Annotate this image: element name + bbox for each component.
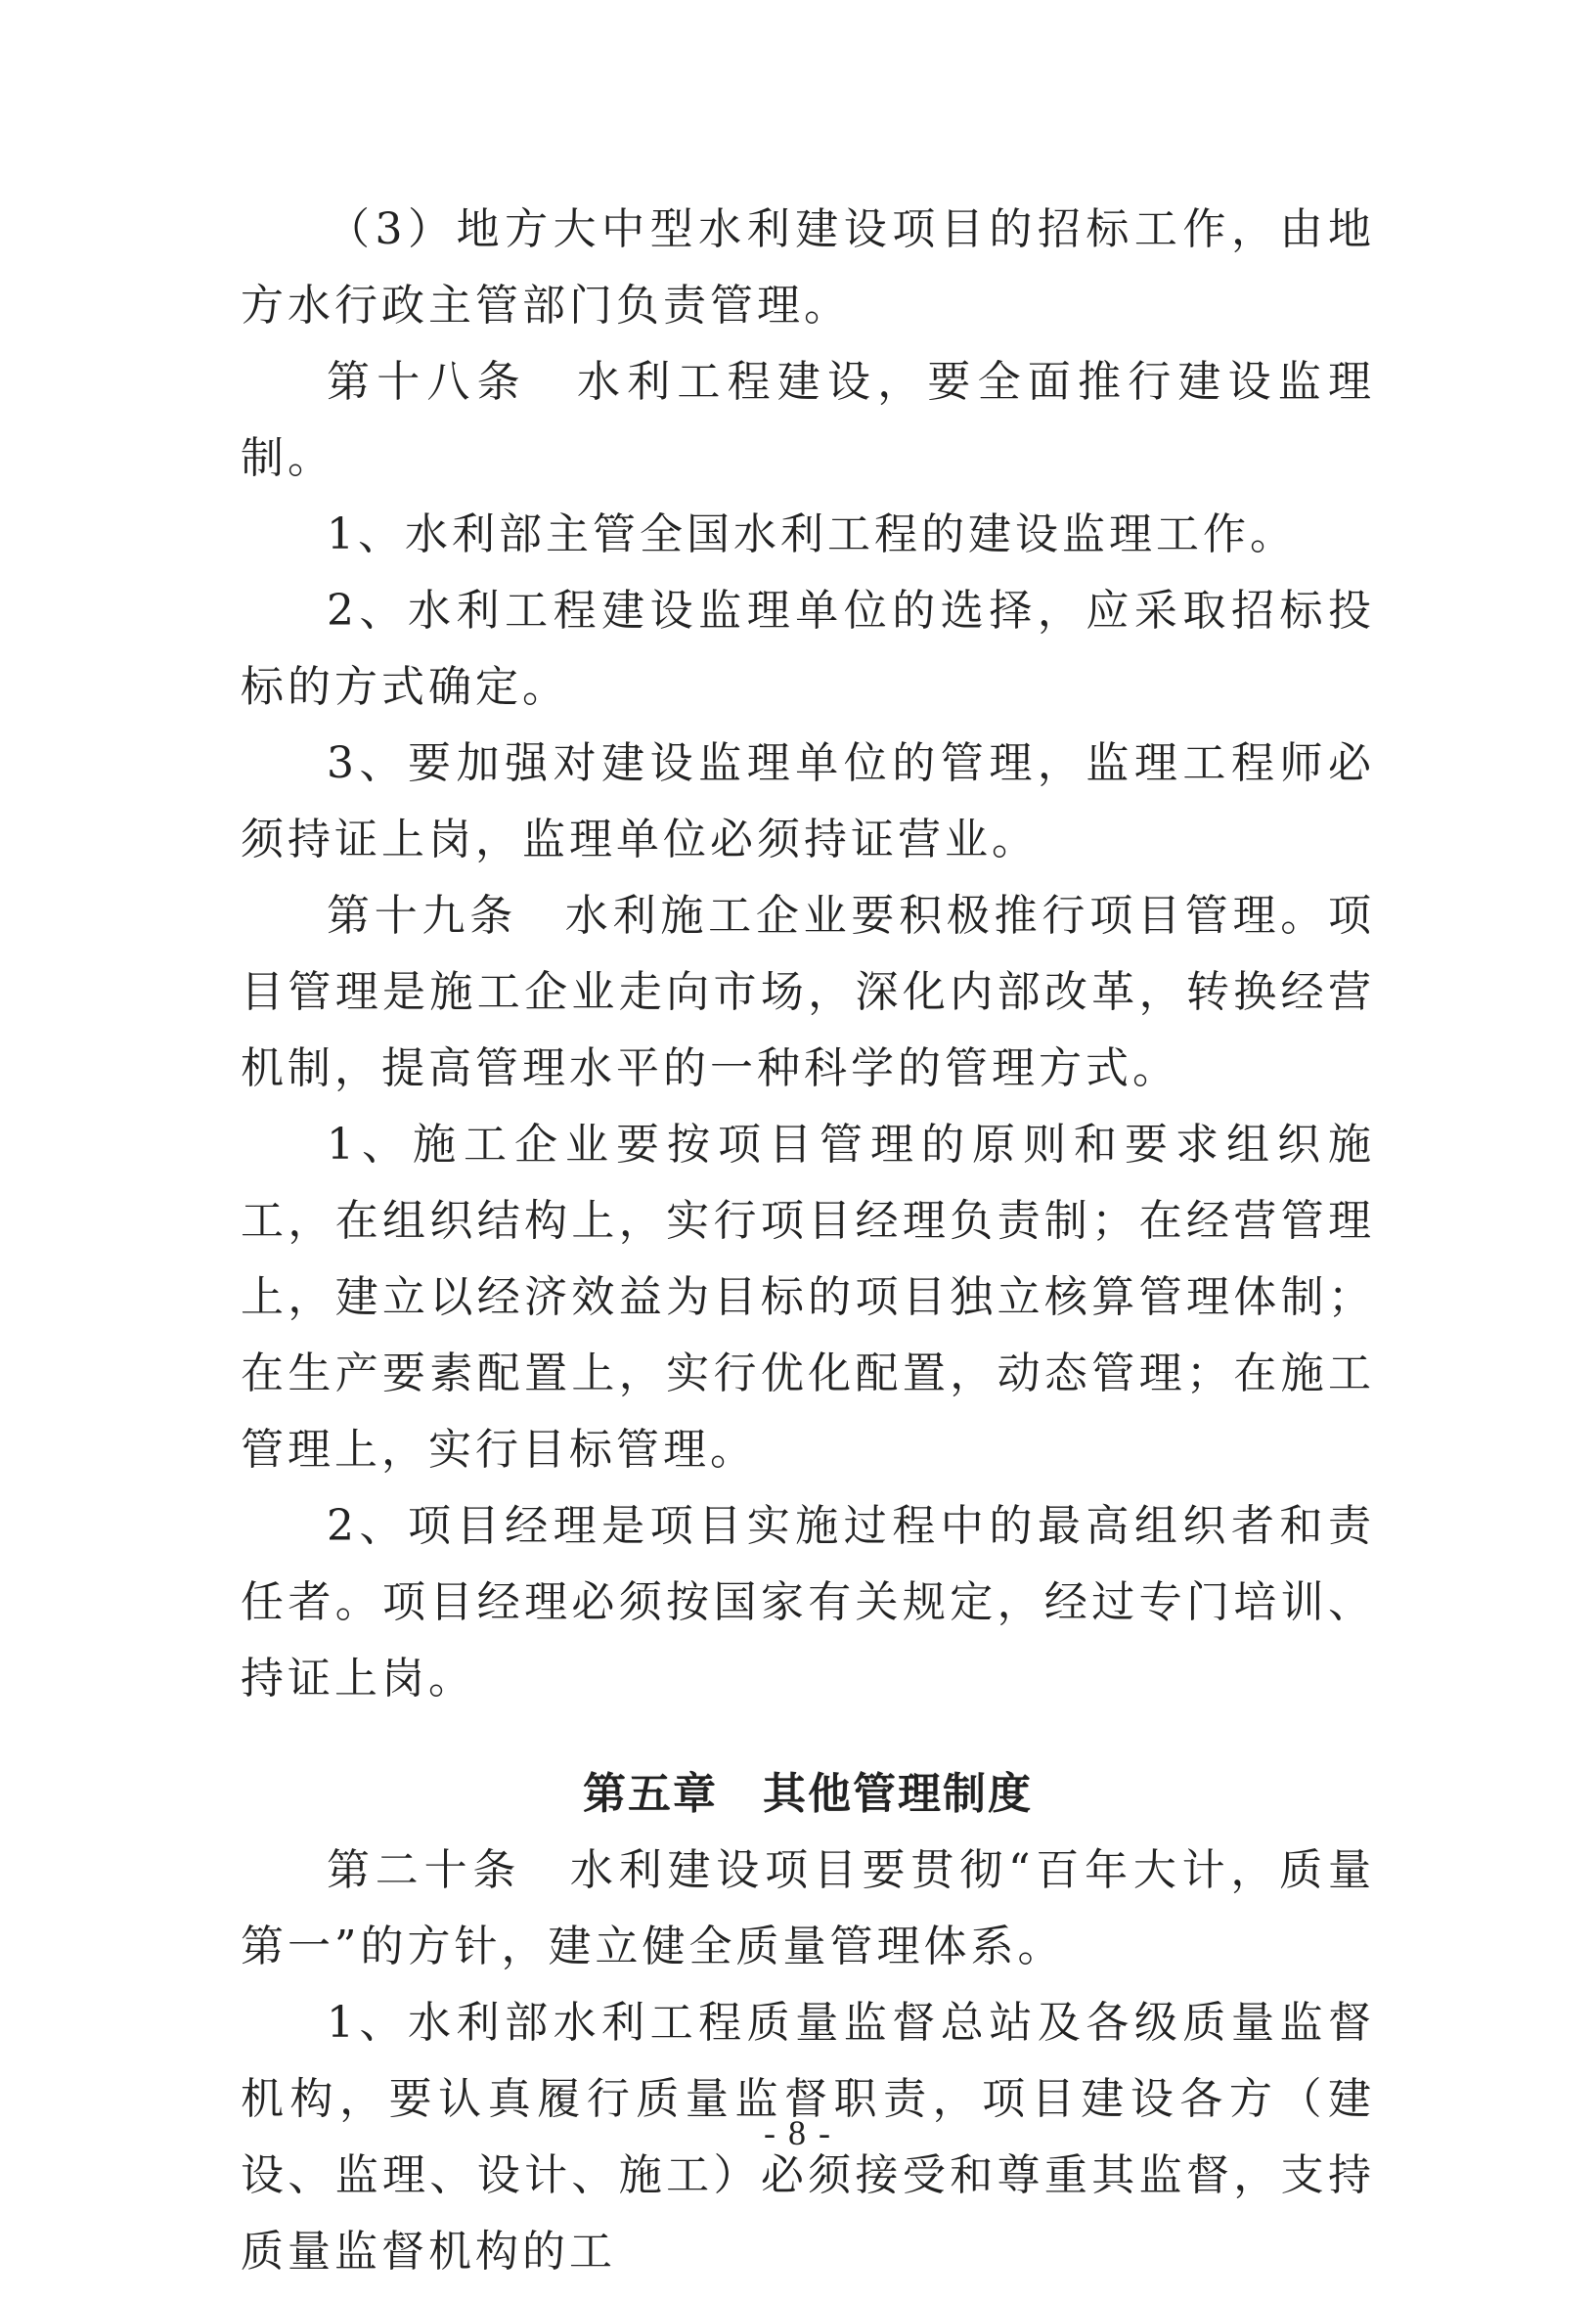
chapter-title: 第五章 其他管理制度 bbox=[583, 1769, 1033, 1819]
article-18-item-1: 1、水利部主管全国水利工程的建设监理工作。 bbox=[327, 509, 1297, 559]
article-18-heading: 第十八条 水利工程建设，要全面推行建设监理制。 bbox=[241, 357, 1375, 483]
article-20-item-1: 1、水利部水利工程质量监督总站及各级质量监督机构，要认真履行质量监督职责，项目建设各方（建设、监理、设计、施工）必须接受和尊重其监督，支持质量监督机构的工 bbox=[241, 1998, 1375, 2277]
article-20-heading: 第二十条 水利建设项目要贯彻“百年大计，质量第一”的方针，建立健全质量管理体系。 bbox=[241, 1845, 1375, 1971]
page-number: - 8 - bbox=[764, 2113, 832, 2152]
article-19-item-1: 1、施工企业要按项目管理的原则和要求组织施工，在组织结构上，实行项目经理负责制；在经营管理上，建立以经济效益为目标的项目独立核算管理体制；在生产要素配置上，实行优化配置，动态管理；在施工管理上，实行目标管理。 bbox=[241, 1120, 1375, 1475]
article-18-item-2: 2、水利工程建设监理单位的选择，应采取招标投标的方式确定。 bbox=[241, 586, 1375, 712]
article-19-item-2: 2、项目经理是项目实施过程中的最高组织者和责任者。项目经理必须按国家有关规定，经过专门培训、持证上岗。 bbox=[241, 1501, 1375, 1703]
body-text bbox=[241, 192, 1375, 2290]
paragraph-item-3-tender: （3）地方大中型水利建设项目的招标工作，由地方水行政主管部门负责管理。 bbox=[241, 204, 1375, 331]
article-18-item-3: 3、要加强对建设监理单位的管理，监理工程师必须持证上岗，监理单位必须持证营业。 bbox=[241, 738, 1375, 864]
article-19-heading: 第十九条 水利施工企业要积极推行项目管理。项目管理是施工企业走向市场，深化内部改革，转换经营机制，提高管理水平的一种科学的管理方式。 bbox=[241, 891, 1375, 1093]
